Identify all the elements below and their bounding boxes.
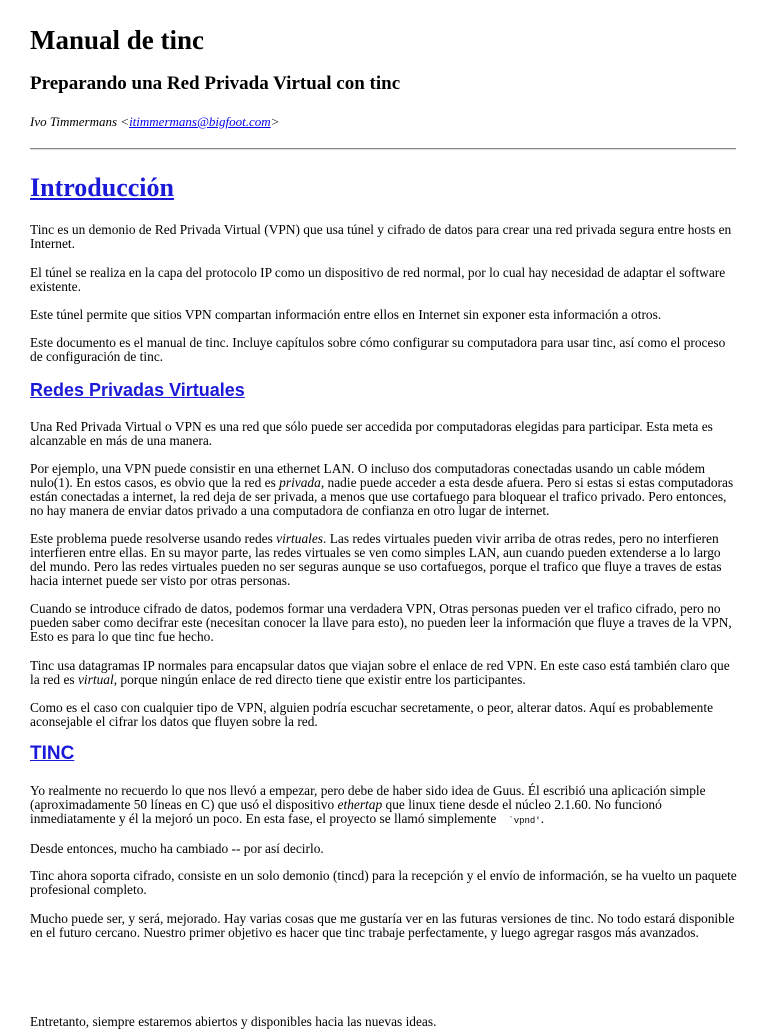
emphasis-ethertap: ethertap	[337, 797, 383, 812]
intro-paragraph-2: El túnel se realiza en la capa del protocolo IP como un dispositivo de red normal, por lo cual hay necesidad de adaptar el software existente.	[30, 265, 726, 294]
emphasis-virtuales: virtuales	[276, 531, 324, 546]
intro-heading-link[interactable]: Introducción	[30, 173, 174, 202]
tinc-heading-link[interactable]: TINC	[30, 743, 75, 764]
vpn-heading-link[interactable]: Redes Privadas Virtuales	[30, 380, 245, 400]
intro-paragraph-4: Este documento es el manual de tinc. Incluye capítulos sobre cómo configurar su computadora para usar tinc, así como el proceso de configuración de tinc.	[30, 335, 726, 364]
vpn-paragraph-2: Por ejemplo, una VPN puede consistir en una ethernet LAN. O incluso dos computadoras conectadas usando un cable módem nulo(1). En estos casos, es obvio que la red es privada, nadie puede acceder a esta desde afuera. Pero si estas si estas computadoras están conectadas a internet, la red deja de ser privada, a menos que use cortafuego para bloquear el trafico privado. Pero entonces, no hay manera de enviar datos privado a una computadora de confianza en otro lugar de internet.	[30, 461, 734, 518]
document-title: Manual de tinc	[30, 25, 205, 55]
tinc-paragraph-2: Desde entonces, mucho ha cambiado -- por así decirlo.	[30, 841, 324, 856]
author-line	[30, 114, 279, 130]
tinc-paragraph-1: Yo realmente no recuerdo lo que nos llevó a empezar, pero debe de haber sido idea de Guus. Él escribió una aplicación simple (aproximadamente 50 líneas en C) que usó el dispositivo ethertap que linux tiene desde el núcleo 2.1.60. No funcionó inmediatamente y él la mejoró un poco. En esta fase, el proyecto se llamó simplemente `vpnd'.	[30, 783, 706, 826]
emphasis-privada: privada	[279, 475, 321, 490]
vpn-paragraph-4: Cuando se introduce cifrado de datos, podemos formar una verdadera VPN, Otras personas pueden ver el trafico cifrado, pero no pueden saber como decifrar este (necesitan conocer la llave para esto), no pueden leer la información que fluye a traves de la VPN, Esto es para lo que tinc fue hecho.	[30, 601, 732, 644]
emphasis-virtual: virtual	[77, 672, 114, 687]
vpn-paragraph-1: Una Red Privada Virtual o VPN es una red que sólo puede ser accedida por computadoras elegidas para participar. Esta meta es alcanzable en más de una manera.	[30, 419, 713, 448]
author-email-link[interactable]: itimmermans@bigfoot.com	[129, 114, 271, 129]
vpn-paragraph-6: Como es el caso con cualquier tipo de VPN, alguien podría escuchar secretamente, o peor, alterar datos. Aquí es probablemente aconsejable el cifrar los datos que fluyen sobre la red.	[30, 700, 714, 729]
document-subtitle: Preparando una Red Privada Virtual con tinc	[30, 73, 401, 94]
author-name: Ivo Timmermans <	[30, 114, 130, 129]
code-vpnd: `vpnd'	[508, 816, 541, 826]
intro-paragraph-3: Este túnel permite que sitios VPN compartan información entre ellos en Internet sin exponer esta información a otros.	[30, 307, 662, 322]
header-divider	[30, 148, 736, 150]
author-close: >	[270, 114, 280, 129]
tinc-paragraph-3: Tinc ahora soporta cifrado, consiste en un solo demonio (tincd) para la recepción y el envío de información, se ha vuelto un paquete profesional completo.	[30, 868, 737, 897]
intro-paragraph-1: Tinc es un demonio de Red Privada Virtual (VPN) que usa túnel y cifrado de datos para crear una red privada segura entre hosts en Internet.	[30, 222, 732, 251]
vpn-paragraph-5: Tinc usa datagramas IP normales para encapsular datos que viajan sobre el enlace de red VPN. En este caso está también claro que la red es virtual, porque ningún enlace de red directo tiene que existir entre los participantes.	[30, 658, 730, 687]
vpn-paragraph-3: Este problema puede resolverse usando redes virtuales. Las redes virtuales pueden vivir arriba de otras redes, pero no interfieren interfieren entre ellas. En su mayor parte, las redes virtuales se ven como simples LAN, aun cuando pueden extenderse a lo largo del mundo. Pero las redes virtuales pueden no ser seguras aunque se uso cortafuegos, porque el trafico que fluye a traves de estas hacia internet puede ser visto por otras personas.	[30, 531, 722, 588]
tinc-paragraph-5: Entretanto, siempre estaremos abiertos y disponibles hacia las nuevas ideas.	[30, 1014, 437, 1029]
tinc-paragraph-4: Mucho puede ser, y será, mejorado. Hay varias cosas que me gustaría ver en las futuras versiones de tinc. No todo estará disponible en el futuro cercano. Nuestro primer objetivo es hacer que tinc trabaje perfectamente, y luego agregar rasgos más avanzados.	[30, 911, 735, 940]
